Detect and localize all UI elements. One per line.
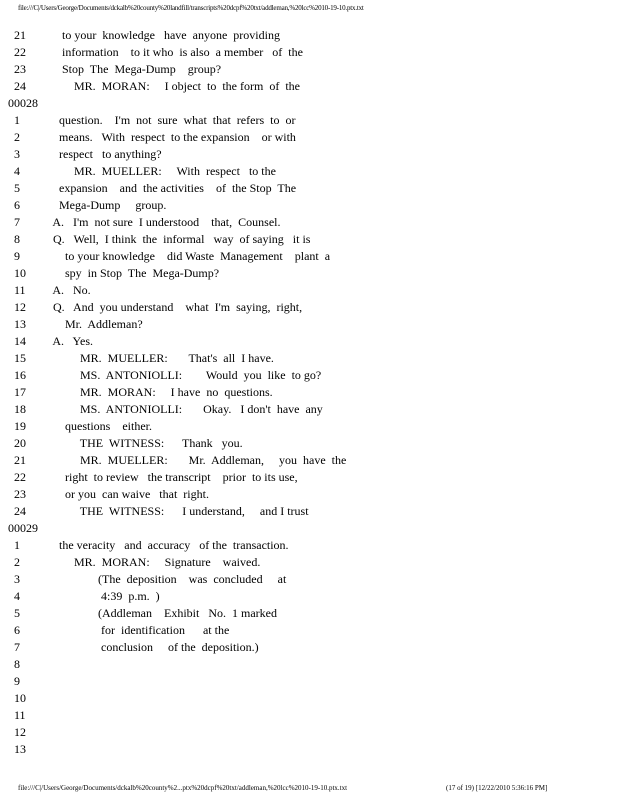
transcript-line bbox=[0, 605, 618, 622]
transcript-line bbox=[0, 231, 618, 248]
line-number: 10 bbox=[14, 266, 26, 280]
line-text: questions either. bbox=[50, 419, 152, 433]
line-text: (Addleman Exhibit No. 1 marked bbox=[50, 606, 277, 620]
transcript-line bbox=[0, 44, 618, 61]
file-path-header: file:///C|/Users/George/Documents/dckalb%20county%20landfill/transcripts%20dcpf%20txt/addleman,%20lcc%2010-19-10.ptx.txt bbox=[18, 4, 364, 12]
line-number: 11 bbox=[14, 283, 26, 297]
transcript-line bbox=[0, 639, 618, 656]
transcript-line bbox=[0, 384, 618, 401]
transcript-line bbox=[0, 316, 618, 333]
transcript-line bbox=[0, 299, 618, 316]
line-number: 2 bbox=[14, 555, 20, 569]
line-number: 4 bbox=[14, 164, 20, 178]
transcript-line bbox=[0, 486, 618, 503]
line-number: 7 bbox=[14, 640, 20, 654]
line-text: 4:39 p.m. ) bbox=[50, 589, 160, 603]
transcript-line bbox=[0, 265, 618, 282]
line-number: 24 bbox=[14, 504, 26, 518]
transcript-line bbox=[0, 248, 618, 265]
transcript-line bbox=[0, 197, 618, 214]
transcript-line bbox=[0, 367, 618, 384]
transcript-line bbox=[0, 27, 618, 44]
transcript-line bbox=[0, 282, 618, 299]
line-text: Q. And you understand what I'm saying, right, bbox=[50, 300, 303, 314]
page-marker-line bbox=[0, 520, 618, 537]
transcript-page bbox=[0, 27, 618, 758]
line-text: expansion and the activities of the Stop The bbox=[50, 181, 297, 195]
transcript-line bbox=[0, 588, 618, 605]
line-text: MR. MUELLER: With respect to the bbox=[50, 164, 276, 178]
line-text: right to review the transcript prior to its use, bbox=[50, 470, 298, 484]
line-text: Mr. Addleman? bbox=[50, 317, 143, 331]
transcript-line bbox=[0, 503, 618, 520]
line-text: the veracity and accuracy of the transaction. bbox=[50, 538, 289, 552]
line-text: MR. MORAN: I have no questions. bbox=[50, 385, 273, 399]
line-number: 8 bbox=[14, 657, 20, 671]
line-text: MS. ANTONIOLLI: Okay. I don't have any bbox=[50, 402, 323, 416]
line-text: A. Yes. bbox=[50, 334, 94, 348]
transcript-line bbox=[0, 435, 618, 452]
transcript-line bbox=[0, 78, 618, 95]
line-text: THE WITNESS: Thank you. bbox=[50, 436, 243, 450]
line-text: MR. MUELLER: Mr. Addleman, you have the bbox=[50, 453, 347, 467]
line-text: for identification at the bbox=[50, 623, 230, 637]
transcript-line bbox=[0, 129, 618, 146]
line-number: 19 bbox=[14, 419, 26, 433]
transcript-line bbox=[0, 452, 618, 469]
page-marker: 00029 bbox=[8, 521, 38, 535]
line-text: or you can waive that right. bbox=[50, 487, 209, 501]
line-number: 12 bbox=[14, 300, 26, 314]
transcript-line bbox=[0, 554, 618, 571]
line-number: 13 bbox=[14, 742, 26, 756]
line-number: 16 bbox=[14, 368, 26, 382]
line-number: 11 bbox=[14, 708, 26, 722]
line-text: Q. Well, I think the informal way of saying it is bbox=[50, 232, 311, 246]
line-number: 5 bbox=[14, 181, 20, 195]
line-number: 22 bbox=[14, 470, 26, 484]
transcript-line bbox=[0, 673, 618, 690]
line-number: 13 bbox=[14, 317, 26, 331]
transcript-line bbox=[0, 537, 618, 554]
footer-page-info: (17 of 19) [12/22/2010 5:36:16 PM] bbox=[446, 784, 548, 792]
line-number: 8 bbox=[14, 232, 20, 246]
page-marker: 00028 bbox=[8, 96, 38, 110]
line-text: MR. MORAN: I object to the form of the bbox=[50, 79, 300, 93]
line-number: 21 bbox=[14, 28, 26, 42]
line-number: 9 bbox=[14, 249, 20, 263]
line-number: 2 bbox=[14, 130, 20, 144]
line-number: 9 bbox=[14, 674, 20, 688]
line-number: 1 bbox=[14, 538, 20, 552]
transcript-line bbox=[0, 401, 618, 418]
transcript-line bbox=[0, 61, 618, 78]
transcript-line bbox=[0, 418, 618, 435]
line-text: THE WITNESS: I understand, and I trust bbox=[50, 504, 309, 518]
line-number: 17 bbox=[14, 385, 26, 399]
line-number: 18 bbox=[14, 402, 26, 416]
line-number: 10 bbox=[14, 691, 26, 705]
line-number: 4 bbox=[14, 589, 20, 603]
line-text: question. I'm not sure what that refers to or bbox=[50, 113, 296, 127]
line-text: MR. MUELLER: That's all I have. bbox=[50, 351, 274, 365]
line-text: means. With respect to the expansion or with bbox=[50, 130, 296, 144]
line-number: 24 bbox=[14, 79, 26, 93]
line-number: 5 bbox=[14, 606, 20, 620]
line-number: 6 bbox=[14, 623, 20, 637]
transcript-line bbox=[0, 741, 618, 758]
line-text: Stop The Mega-Dump group? bbox=[50, 62, 222, 76]
line-text: Mega-Dump group. bbox=[50, 198, 167, 212]
line-number: 3 bbox=[14, 572, 20, 586]
line-number: 7 bbox=[14, 215, 20, 229]
line-text: respect to anything? bbox=[50, 147, 162, 161]
transcript-line bbox=[0, 571, 618, 588]
line-number: 3 bbox=[14, 147, 20, 161]
transcript-line bbox=[0, 214, 618, 231]
line-text: A. I'm not sure I understood that, Counsel. bbox=[50, 215, 281, 229]
transcript-line bbox=[0, 163, 618, 180]
line-number: 6 bbox=[14, 198, 20, 212]
transcript-line bbox=[0, 690, 618, 707]
line-number: 23 bbox=[14, 487, 26, 501]
transcript-line bbox=[0, 622, 618, 639]
line-number: 20 bbox=[14, 436, 26, 450]
line-text: spy in Stop The Mega-Dump? bbox=[50, 266, 220, 280]
transcript-line bbox=[0, 112, 618, 129]
transcript-line bbox=[0, 469, 618, 486]
transcript-line bbox=[0, 656, 618, 673]
line-text: information to it who is also a member of the bbox=[50, 45, 303, 59]
line-number: 21 bbox=[14, 453, 26, 467]
page-marker-line bbox=[0, 95, 618, 112]
transcript-line bbox=[0, 724, 618, 741]
transcript-line bbox=[0, 333, 618, 350]
line-text: to your knowledge have anyone providing bbox=[50, 28, 280, 42]
footer-file-path: file:///C|/Users/George/Documents/dckalb%20county%2...ptx%20dcpf%20txt/addleman,%20lcc%2010-19-10.ptx.txt bbox=[18, 784, 348, 792]
line-text: MR. MORAN: Signature waived. bbox=[50, 555, 261, 569]
transcript-line bbox=[0, 350, 618, 367]
line-text: to your knowledge did Waste Management plant a bbox=[50, 249, 331, 263]
line-number: 23 bbox=[14, 62, 26, 76]
line-number: 22 bbox=[14, 45, 26, 59]
transcript-line bbox=[0, 707, 618, 724]
transcript-line bbox=[0, 146, 618, 163]
line-number: 14 bbox=[14, 334, 26, 348]
line-number: 12 bbox=[14, 725, 26, 739]
line-number: 1 bbox=[14, 113, 20, 127]
line-text: conclusion of the deposition.) bbox=[50, 640, 259, 654]
transcript-line bbox=[0, 180, 618, 197]
line-text: A. No. bbox=[50, 283, 91, 297]
line-text: MS. ANTONIOLLI: Would you like to go? bbox=[50, 368, 322, 382]
line-number: 15 bbox=[14, 351, 26, 365]
line-text: (The deposition was concluded at bbox=[50, 572, 287, 586]
